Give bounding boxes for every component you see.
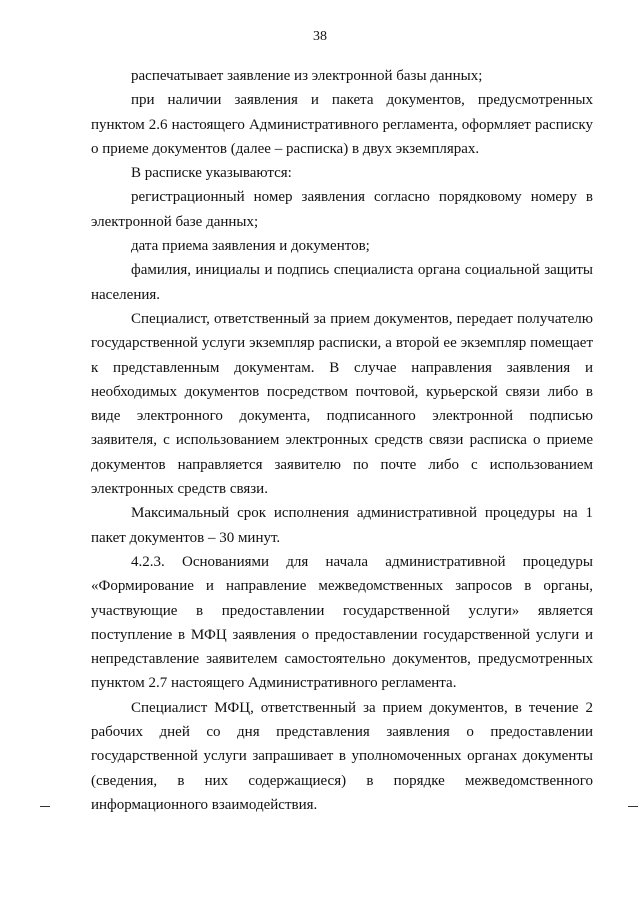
paragraph: В расписке указываются: xyxy=(131,165,292,182)
right-margin-mark xyxy=(628,806,638,807)
paragraph: распечатывает заявление из электронной базы данных; xyxy=(131,68,483,84)
paragraph: дата приема заявления и документов; xyxy=(131,238,370,255)
paragraph: регистрационный номер заявления согласно порядковому номеру в электронной базе данных; xyxy=(91,189,593,230)
paragraph: Максимальный срок исполнения административной процедуры на 1 пакет документов – 30 минут. xyxy=(91,505,593,546)
document-body xyxy=(91,64,593,817)
paragraph: Специалист МФЦ, ответственный за прием документов, в течение 2 рабочих дней со дня представления заявления о предоставлении государственной услуги запрашивает в уполномоченных органах документы (сведения, в них содержащиеся) в порядке межведомственного информационного взаимодействия. xyxy=(91,699,593,813)
paragraph: фамилия, инициалы и подпись специалиста органа социальной защиты населения. xyxy=(91,262,593,303)
paragraph: 4.2.3. Основаниями для начала административной процедуры «Формирование и направление межведомственных запросов в органы, участвующие в предоставлении государственной услуги» является поступление в МФЦ заявления о предоставлении государственной услуги и непредставление заявителем самостоятельно документов, предусмотренных пунктом 2.7 настоящего Административного регламента. xyxy=(91,553,593,692)
paragraph: при наличии заявления и пакета документов, предусмотренных пунктом 2.6 настоящего Административного регламента, оформляет расписку о приеме документов (далее – расписка) в двух экземплярах. xyxy=(91,92,593,157)
left-margin-mark xyxy=(40,806,50,807)
page-number: 38 xyxy=(313,29,327,44)
paragraph: Специалист, ответственный за прием документов, передает получателю государственной услуги экземпляр расписки, а второй ее экземпляр помещает к представленным документам. В случае направления заявления и необходимых документов посредством почтовой, курьерской связи либо в виде электронного документа, подписанного электронной подписью заявителя, с использованием электронных средств связи расписка о приеме документов направляется заявителю по почте либо с использованием электронных средств связи. xyxy=(91,310,593,498)
